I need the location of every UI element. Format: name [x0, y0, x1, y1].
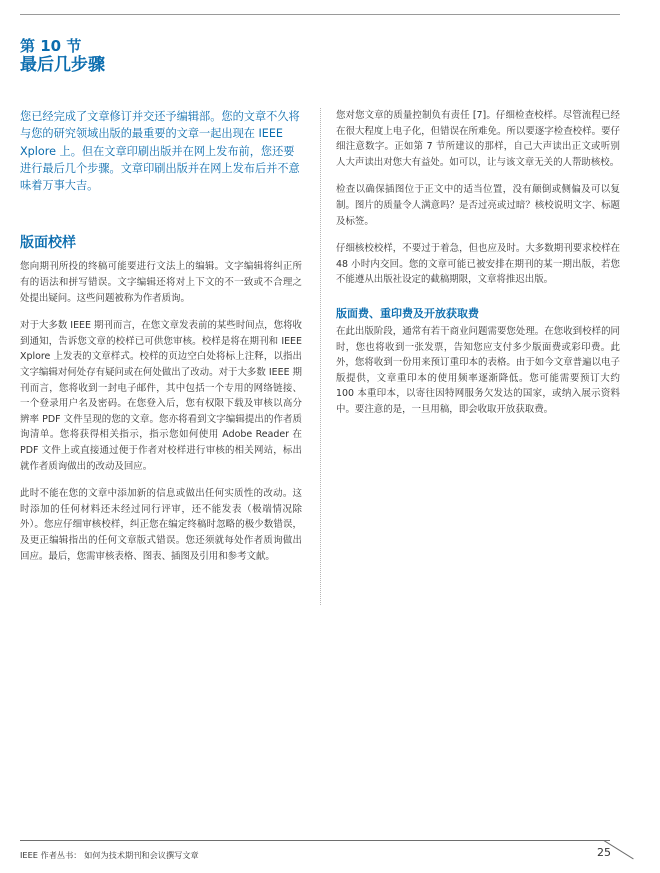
right-column	[336, 108, 620, 430]
body-paragraph: 此时不能在您的文章中添加新的信息或做出任何实质性的改动。这时添加的任何材料还未经过同行评审，还不能发表（极端情况除外）。您应仔细审核校样，纠正您在编定终稿时忽略的极少数错误，及更正编辑指出的任何文章版式错误。您还须就每处作者质询做出回应。最后，您需审核表格、图表、插图及引用和参考文献。	[20, 488, 302, 562]
body-paragraph: 对于大多数 IEEE 期刊而言，在您文章发表前的某些时间点，您将收到通知，告诉您文章的校样已可供您审核。校样是将在期刊和 IEEE Xplore 上发表的文章样式。校样的页边空白处将标上注释，以指出文字编辑对何处存有疑问或在何处做出了改动。对于大多数 IEEE 期刊而言，您将收到一封电子邮件，其中包括一个专用的网络链接、一个登录用户名及密码。在您登入后，您有权限下载及审核以高分辨率 PDF 文件呈现的您的文章。您亦将看到文字编辑提出的作者质询清单。您将获得相关指示，指示您如何使用 Adobe Reader 在 PDF 文件上或直接通过便于作者对校样进行审核的相关网站，标出就作者质询做出的改动及回应。	[20, 320, 302, 472]
footer-series-title: IEEE 作者丛书： 如何为技术期刊和会议撰写文章	[20, 850, 199, 860]
intro-paragraph: 您已经完成了文章修订并交还予编辑部。您的文章不久将与您的研究领域出版的最重要的文章一起出现在 IEEE Xplore 上。但在文章印刷出版并在网上发布前，您还要进行最后几个步骤。文章印刷出版并在网上发布后并不意味着万事大吉。	[20, 110, 300, 193]
body-paragraph: 检查以确保插图位于正文中的适当位置，没有颠倒或侧偏及可以复制。图片的质量令人满意吗？是否过亮或过暗？核校说明文字、标题及标签。	[336, 184, 620, 227]
body-paragraph: 在此出版阶段，通常有若干商业问题需要您处理。在您收到校样的同时，您也将收到一张发票，告知您应支付多少版面费或彩印费。此外，您将收到一份用来预订重印本的表格。由于如今文章普遍以电子版提供，文章重印本的使用频率逐渐降低。您可能需要预订大约 100 本重印本，以寄往因特网服务欠发达的国家，或纳入展示资料中。要注意的是，一旦用稿，即会收取开放获取费。	[336, 325, 620, 415]
column-divider	[320, 108, 321, 605]
body-paragraph: 您对您文章的质量控制负有责任 [7]。仔细检查校样。尽管流程已经在很大程度上电子化，但错误在所难免。所以要逐字检查校样。要仔细注意数字。正如第 7 节所建议的那样，自己大声读出正文或听别人大声读出对您大有益处。如可以，让与该文章无关的人帮助核校。	[336, 110, 620, 168]
fees-heading: 版面费、重印费及开放获取费	[336, 306, 479, 320]
section-title: 最后几步骤	[20, 55, 105, 75]
body-paragraph: 仔细核校校样，不要过于着急，但也应及时。大多数期刊要求校样在 48 小时内交回。您的文章可能已被安排在期刊的某一期出版，若您不能遵从出版社设定的截稿期限，文章将推迟出版。	[336, 243, 620, 286]
top-rule	[20, 14, 620, 15]
footer-rule	[20, 840, 610, 841]
proofs-heading: 版面校样	[20, 235, 76, 252]
page-number: 25	[597, 846, 611, 859]
section-number: 第 10 节	[20, 37, 82, 55]
body-paragraph: 您向期刊所投的终稿可能要进行文法上的编辑。文字编辑将纠正所有的语法和拼写错误。文字编辑还将对上下文的不一致或不合理之处提出疑问。这些问题被称为作者质询。	[20, 261, 302, 304]
left-column	[20, 108, 302, 576]
